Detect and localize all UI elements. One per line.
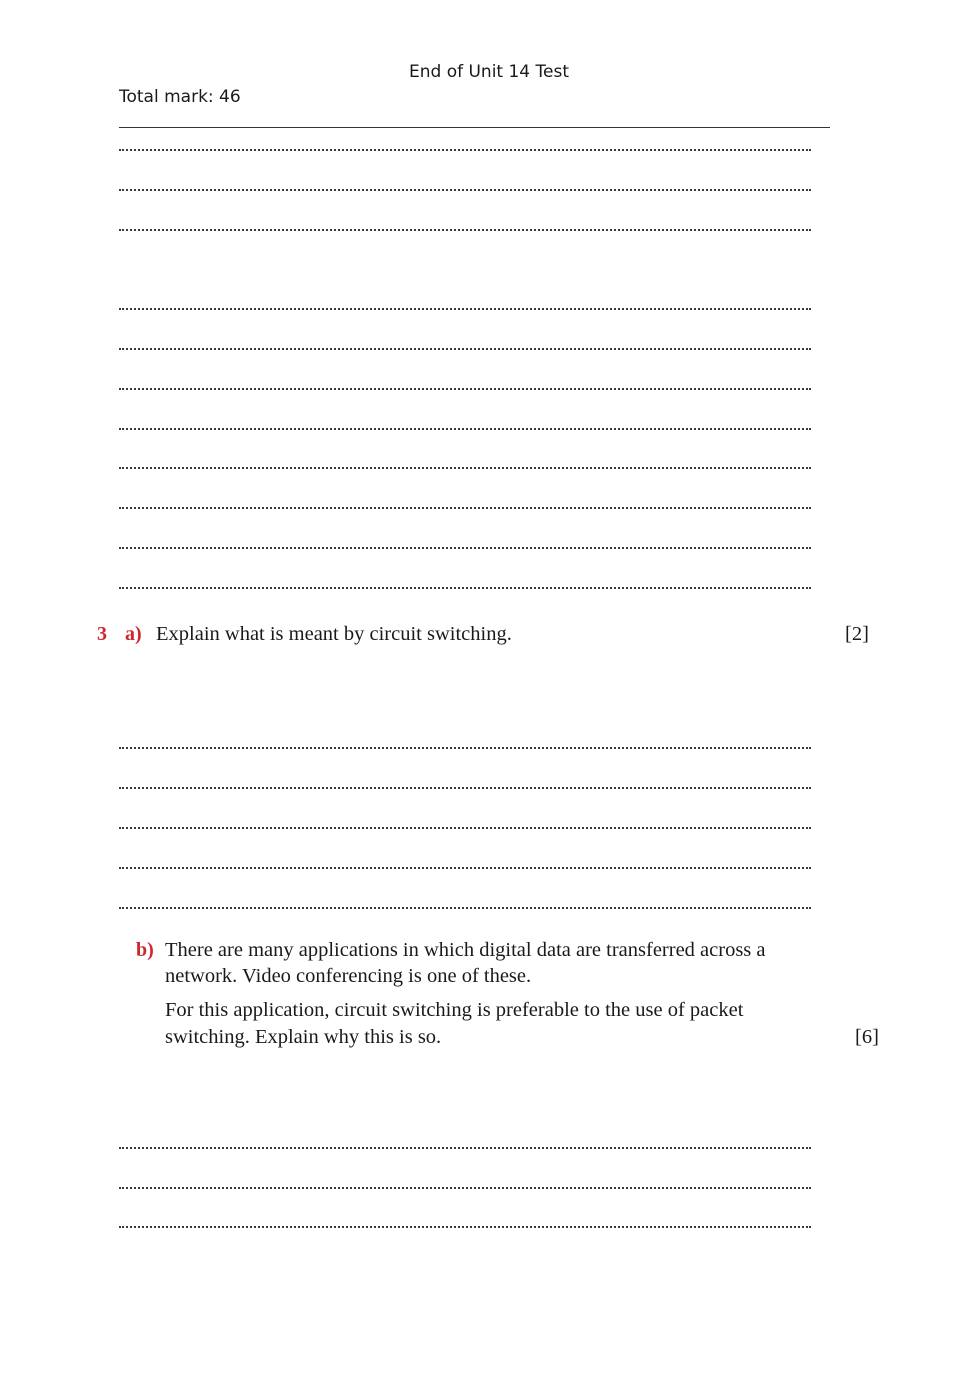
question-3b-text-line-1: There are many applications in which digital data are transferred across a [165, 939, 766, 961]
answer-line[interactable] [119, 189, 811, 191]
question-3b-text-line-3: For this application, circuit switching is preferable to the use of packet [165, 999, 744, 1021]
answer-line[interactable] [119, 827, 811, 829]
answer-line[interactable] [119, 308, 811, 310]
answer-line[interactable] [119, 587, 811, 589]
answer-line[interactable] [119, 388, 811, 390]
answer-line[interactable] [119, 547, 811, 549]
question-part-b-label: b) [136, 939, 154, 961]
answer-line[interactable] [119, 1226, 811, 1228]
question-3a-text: Explain what is meant by circuit switching. [156, 623, 512, 645]
question-3a-marks: [2] [845, 623, 869, 645]
answer-line[interactable] [119, 507, 811, 509]
answer-line[interactable] [119, 348, 811, 350]
question-3b-text-line-2: network. Video conferencing is one of these. [165, 965, 532, 987]
answer-line[interactable] [119, 787, 811, 789]
answer-line[interactable] [119, 1147, 811, 1149]
answer-line[interactable] [119, 867, 811, 869]
answer-line[interactable] [119, 428, 811, 430]
question-number: 3 [97, 623, 107, 645]
answer-line[interactable] [119, 1187, 811, 1189]
total-mark: Total mark: 46 [119, 87, 241, 107]
question-3b-marks: [6] [855, 1026, 879, 1048]
answer-line[interactable] [119, 467, 811, 469]
answer-line[interactable] [119, 907, 811, 909]
header-divider [119, 127, 830, 128]
answer-line[interactable] [119, 747, 811, 749]
question-part-a-label: a) [125, 623, 142, 645]
page-header-title: End of Unit 14 Test [408, 62, 570, 82]
answer-line[interactable] [119, 149, 811, 151]
answer-line[interactable] [119, 229, 811, 231]
question-3b-text-line-4: switching. Explain why this is so. [165, 1026, 442, 1048]
